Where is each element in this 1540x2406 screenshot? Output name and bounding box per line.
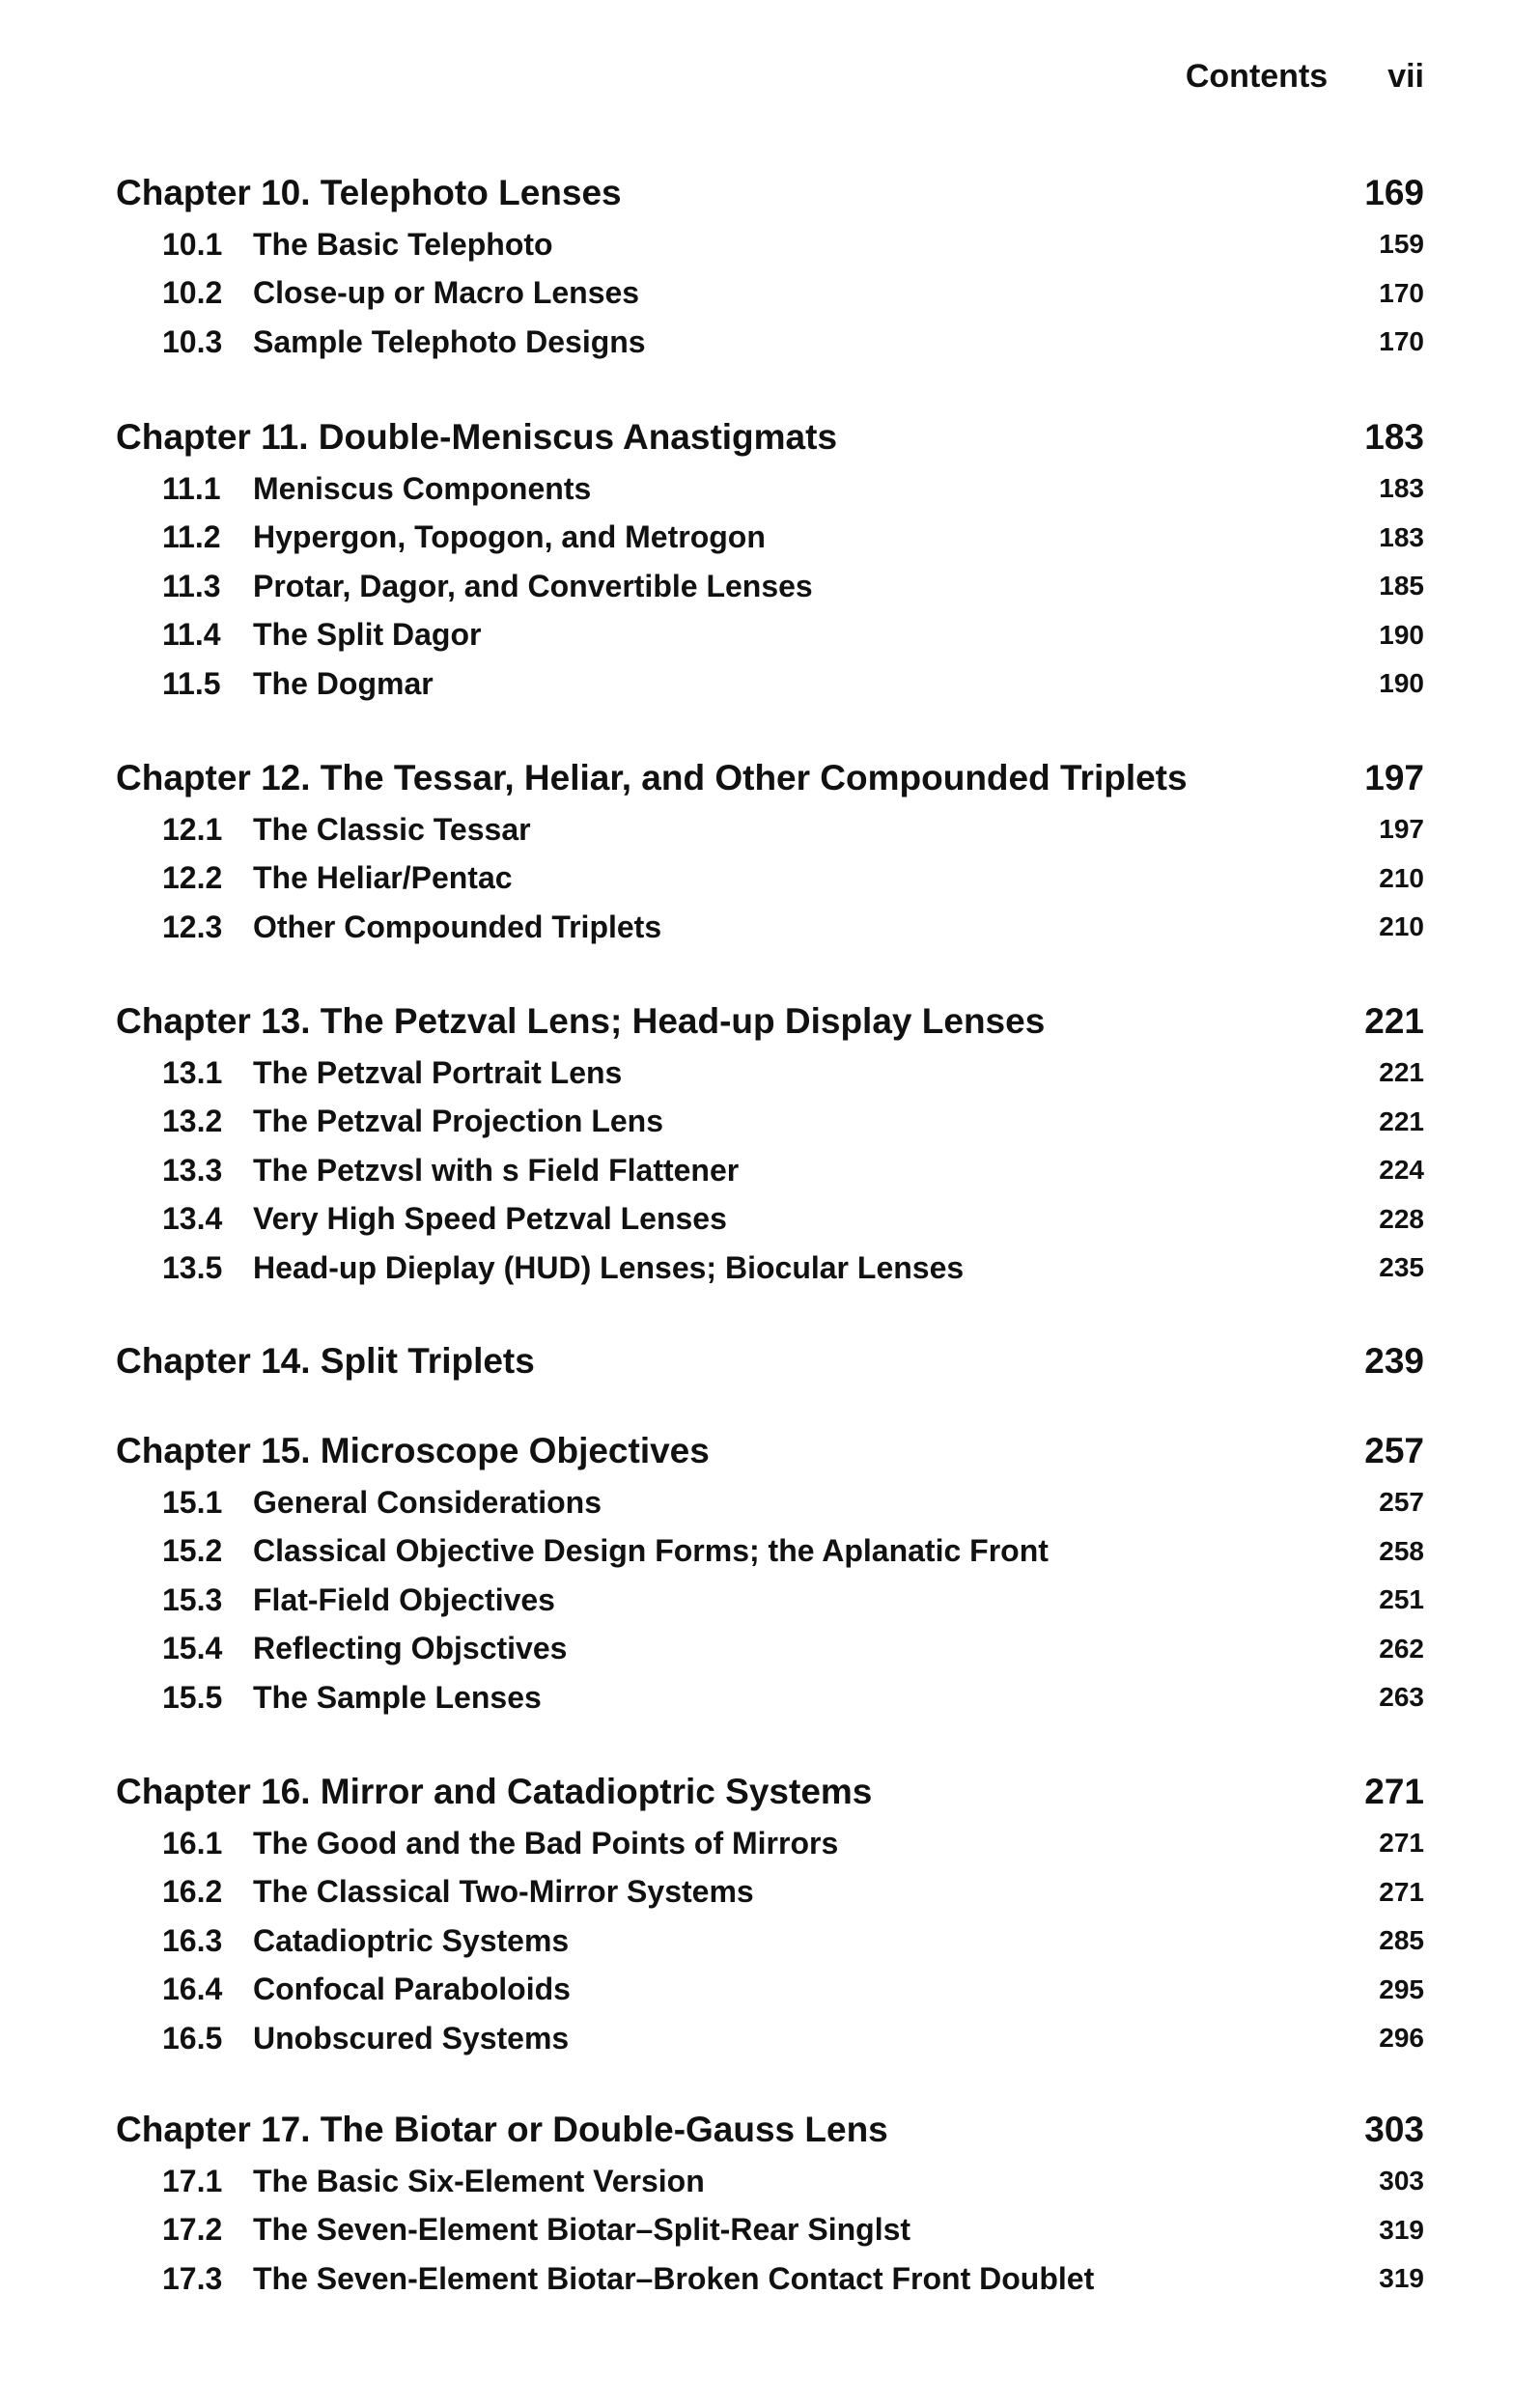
section-title: Head-up Dieplay (HUD) Lenses; Biocular Lenses — [253, 1249, 965, 1285]
section-title: Unobscured Systems — [253, 2020, 570, 2056]
toc-chapter — [116, 1424, 1424, 1722]
section-page: 258 — [1379, 1535, 1424, 1566]
section-page: 263 — [1379, 1682, 1424, 1713]
section-title: Hypergon, Topogon, and Metrogon — [253, 519, 766, 555]
toc-section-row[interactable] — [116, 1966, 1424, 2015]
toc-section-row[interactable] — [116, 2206, 1424, 2255]
section-page: 319 — [1379, 2263, 1424, 2294]
chapter-heading[interactable] — [116, 1765, 1424, 1819]
section-page: 271 — [1379, 1876, 1424, 1907]
toc-section-row[interactable] — [116, 1868, 1424, 1917]
section-page: 159 — [1379, 229, 1424, 260]
toc-section-row[interactable] — [116, 1049, 1424, 1098]
section-page: 170 — [1379, 277, 1424, 308]
section-number: 12.3 — [162, 909, 223, 944]
section-title: The Seven-Element Biotar–Split-Rear Singlst — [253, 2212, 911, 2248]
toc-section-row[interactable] — [116, 562, 1424, 611]
section-number: 10.2 — [162, 275, 223, 311]
section-title: Sample Telephoto Designs — [253, 323, 646, 359]
section-number: 10.1 — [162, 226, 223, 262]
running-header-title: Contents — [1185, 58, 1329, 95]
section-title: Catadioptric Systems — [253, 1922, 570, 1958]
chapter-page: 303 — [1364, 2110, 1424, 2149]
toc-chapter — [116, 1765, 1424, 2063]
toc-section-row[interactable] — [116, 611, 1424, 660]
section-title: Classical Objective Design Forms; the Aplanatic Front — [253, 1533, 1049, 1569]
section-page: 224 — [1379, 1155, 1424, 1186]
section-page: 319 — [1379, 2214, 1424, 2245]
toc-section-row[interactable] — [116, 220, 1424, 269]
chapter-page: 239 — [1364, 1341, 1424, 1381]
section-page: 183 — [1379, 473, 1424, 504]
section-page: 257 — [1379, 1487, 1424, 1518]
section-page: 271 — [1379, 1828, 1424, 1859]
section-page: 221 — [1379, 1105, 1424, 1136]
section-page: 210 — [1379, 911, 1424, 942]
section-number: 15.1 — [162, 1484, 223, 1520]
section-number: 17.1 — [162, 2163, 223, 2198]
section-title: The Classical Two-Mirror Systems — [253, 1874, 754, 1910]
chapter-title: Chapter 13. The Petzval Lens; Head-up Display Lenses — [116, 1001, 1046, 1041]
section-page: 170 — [1379, 326, 1424, 357]
toc-chapter — [116, 410, 1424, 709]
toc-section-row[interactable] — [116, 2157, 1424, 2206]
section-title: The Split Dagor — [253, 617, 482, 653]
toc-section-row[interactable] — [116, 1576, 1424, 1625]
section-number: 15.3 — [162, 1581, 223, 1617]
toc-section-row[interactable] — [116, 1195, 1424, 1245]
toc-section-row[interactable] — [116, 514, 1424, 563]
section-page: 183 — [1379, 521, 1424, 552]
toc-section-row[interactable] — [116, 318, 1424, 367]
section-number: 12.1 — [162, 811, 223, 847]
chapter-heading[interactable] — [116, 994, 1424, 1049]
section-title: The Good and the Bad Points of Mirrors — [253, 1825, 839, 1860]
running-header — [1186, 58, 1424, 96]
section-number: 13.5 — [162, 1249, 223, 1285]
section-page: 190 — [1379, 619, 1424, 650]
section-title: Confocal Paraboloids — [253, 1972, 571, 2007]
section-title: The Classic Tessar — [253, 811, 531, 847]
chapter-title: Chapter 12. The Tessar, Heliar, and Other Compounded Triplets — [116, 758, 1188, 797]
chapter-title: Chapter 15. Microscope Objectives — [116, 1431, 710, 1470]
page-number: vii — [1387, 58, 1424, 95]
section-page: 303 — [1379, 2166, 1424, 2196]
section-number: 11.5 — [162, 665, 221, 701]
toc-section-row[interactable] — [116, 854, 1424, 904]
section-number: 16.4 — [162, 1972, 223, 2007]
section-title: The Dogmar — [253, 665, 434, 701]
section-number: 15.5 — [162, 1679, 223, 1715]
toc-section-row[interactable] — [116, 1673, 1424, 1722]
chapter-page: 257 — [1364, 1431, 1424, 1470]
toc-section-row[interactable] — [116, 269, 1424, 319]
chapter-title: Chapter 14. Split Triplets — [116, 1341, 535, 1381]
toc-section-row[interactable] — [116, 1527, 1424, 1577]
section-title: The Basic Telephoto — [253, 226, 553, 262]
section-number: 12.2 — [162, 860, 223, 896]
toc-chapter — [116, 166, 1424, 367]
toc-section-row[interactable] — [116, 1819, 1424, 1868]
section-number: 17.3 — [162, 2260, 223, 2296]
section-number: 11.4 — [162, 617, 221, 653]
section-number: 16.1 — [162, 1825, 223, 1860]
section-page: 228 — [1379, 1203, 1424, 1234]
section-page: 210 — [1379, 862, 1424, 893]
section-title: The Petzval Projection Lens — [253, 1104, 663, 1139]
section-number: 15.2 — [162, 1533, 223, 1569]
section-page: 235 — [1379, 1252, 1424, 1283]
section-title: Flat-Field Objectives — [253, 1581, 555, 1617]
section-number: 11.1 — [162, 470, 221, 506]
section-number: 16.5 — [162, 2020, 223, 2056]
section-number: 11.2 — [162, 519, 221, 555]
toc-chapter — [116, 1334, 1424, 1388]
toc-section-row[interactable] — [116, 805, 1424, 854]
section-title: The Heliar/Pentac — [253, 860, 513, 896]
chapter-title: Chapter 17. The Biotar or Double-Gauss Lens — [116, 2110, 888, 2149]
section-title: Very High Speed Petzval Lenses — [253, 1201, 727, 1237]
chapter-heading[interactable] — [116, 2103, 1424, 2157]
section-title: The Sample Lenses — [253, 1679, 542, 1715]
section-title: Other Compounded Triplets — [253, 909, 662, 944]
section-number: 16.3 — [162, 1922, 223, 1958]
chapter-heading[interactable] — [116, 410, 1424, 464]
section-title: Protar, Dagor, and Convertible Lenses — [253, 568, 813, 603]
section-page: 296 — [1379, 2023, 1424, 2054]
toc-section-row[interactable] — [116, 464, 1424, 514]
section-number: 17.2 — [162, 2212, 223, 2248]
section-page: 185 — [1379, 571, 1424, 602]
chapter-page: 221 — [1364, 1001, 1424, 1041]
toc-section-row[interactable] — [116, 659, 1424, 709]
toc-section-row[interactable] — [116, 2254, 1424, 2304]
chapter-title: Chapter 10. Telephoto Lenses — [116, 173, 622, 212]
toc-section-row[interactable] — [116, 1625, 1424, 1674]
section-title: Meniscus Components — [253, 470, 592, 506]
chapter-page: 197 — [1364, 758, 1424, 797]
section-page: 295 — [1379, 1973, 1424, 2004]
section-number: 16.2 — [162, 1874, 223, 1910]
chapter-heading[interactable] — [116, 1424, 1424, 1478]
section-number: 11.3 — [162, 568, 221, 603]
section-title: Reflecting Objsctives — [253, 1631, 568, 1666]
toc-chapter — [116, 2103, 1424, 2304]
section-number: 13.4 — [162, 1201, 223, 1237]
section-number: 13.3 — [162, 1152, 223, 1188]
section-title: The Seven-Element Biotar–Broken Contact Front Doublet — [253, 2260, 1095, 2296]
section-title: The Petzvsl with s Field Flattener — [253, 1152, 740, 1188]
section-page: 197 — [1379, 814, 1424, 845]
toc-section-row[interactable] — [116, 903, 1424, 952]
toc-chapter — [116, 751, 1424, 952]
section-title: General Considerations — [253, 1484, 602, 1520]
section-number: 13.1 — [162, 1054, 223, 1090]
section-title: Close-up or Macro Lenses — [253, 275, 640, 311]
toc-section-row[interactable] — [116, 2014, 1424, 2063]
toc-section-row[interactable] — [116, 1916, 1424, 1966]
section-number: 10.3 — [162, 323, 223, 359]
chapter-heading[interactable] — [116, 166, 1424, 220]
chapter-heading[interactable] — [116, 751, 1424, 805]
chapter-page: 271 — [1364, 1772, 1424, 1811]
toc-section-row[interactable] — [116, 1244, 1424, 1293]
chapter-page: 183 — [1364, 417, 1424, 457]
section-page: 251 — [1379, 1584, 1424, 1615]
toc-chapter — [116, 994, 1424, 1293]
toc-section-row[interactable] — [116, 1146, 1424, 1195]
section-page: 285 — [1379, 1925, 1424, 1956]
section-title: The Petzval Portrait Lens — [253, 1054, 623, 1090]
section-page: 262 — [1379, 1633, 1424, 1664]
toc-section-row[interactable] — [116, 1478, 1424, 1527]
section-page: 221 — [1379, 1057, 1424, 1088]
chapter-heading[interactable] — [116, 1334, 1424, 1388]
section-page: 190 — [1379, 668, 1424, 699]
chapter-page: 169 — [1364, 173, 1424, 212]
section-number: 13.2 — [162, 1104, 223, 1139]
chapter-title: Chapter 11. Double-Meniscus Anastigmats — [116, 417, 838, 457]
section-title: The Basic Six-Element Version — [253, 2163, 705, 2198]
toc-section-row[interactable] — [116, 1098, 1424, 1147]
chapter-title: Chapter 16. Mirror and Catadioptric Systems — [116, 1772, 873, 1811]
section-number: 15.4 — [162, 1631, 223, 1666]
